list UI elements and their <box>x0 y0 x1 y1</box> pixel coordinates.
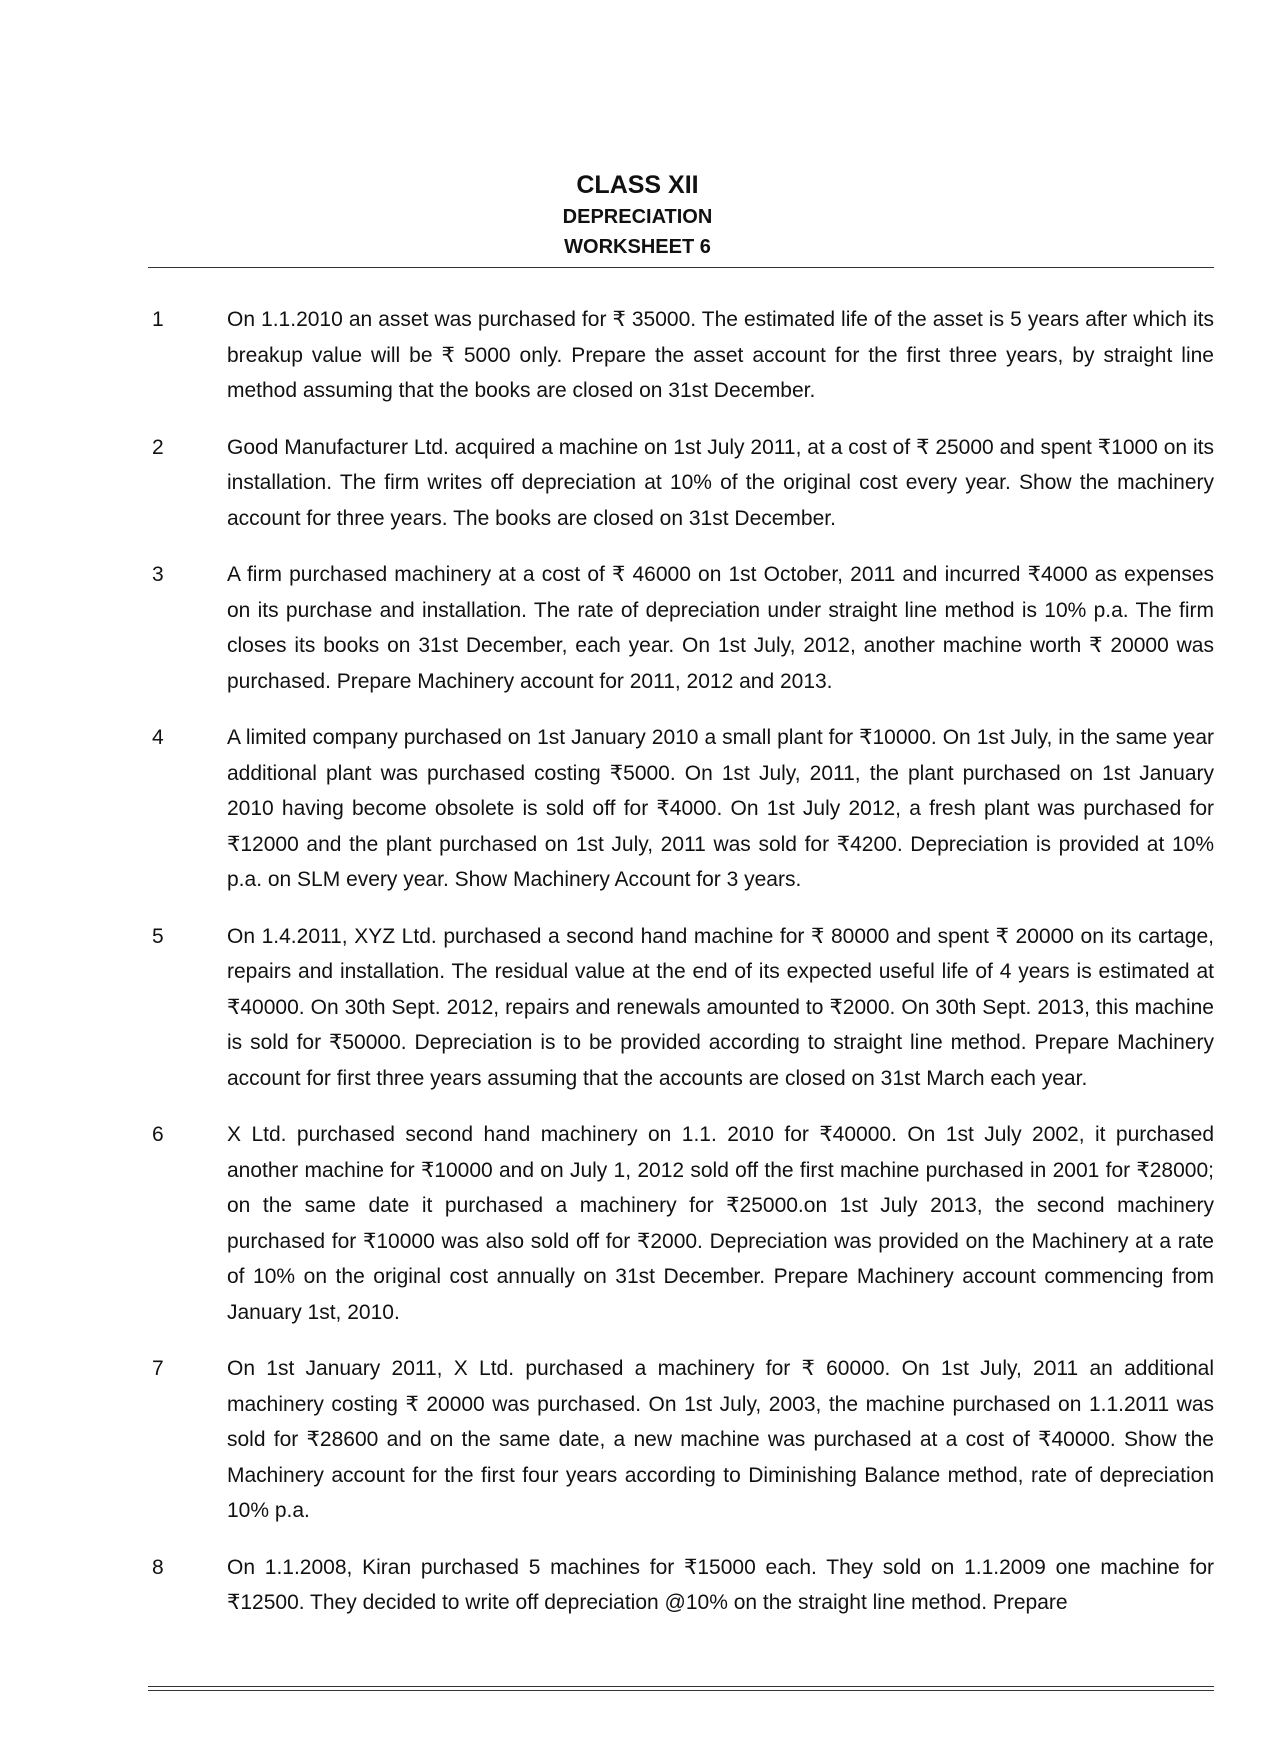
question-item <box>148 302 1214 409</box>
question-number: 5 <box>152 924 164 948</box>
question-item <box>148 430 1214 537</box>
question-text: On 1.4.2011, XYZ Ltd. purchased a second hand machine for ₹ 80000 and spent ₹ 20000 on its cartage, repairs and installation. The residual value at the end of its expected useful life of 4 years is estimated at ₹40000. On 30th Sept. 2012, repairs and renewals amounted to ₹2000. On 30th Sept. 2013, this machine is sold for ₹50000. Depreciation is to be provided according to straight line method. Prepare Machinery account for first three years assuming that the accounts are closed on 31st March each year. <box>227 924 1214 1090</box>
subject-heading: DEPRECIATION <box>562 206 713 228</box>
question-item <box>148 557 1214 699</box>
question-list <box>148 302 1214 1642</box>
question-text: On 1.1.2010 an asset was purchased for ₹ 35000. The estimated life of the asset is 5 years after which its breakup value will be ₹ 5000 only. Prepare the asset account for the first three years, by straight line method assuming that the books are closed on 31st December. <box>227 308 1214 402</box>
question-item <box>148 1550 1214 1621</box>
question-text: On 1.1.2008, Kiran purchased 5 machines for ₹15000 each. They sold on 1.1.2009 one machine for ₹12500. They decided to write off depreciation @10% on the straight line method. Prepare <box>227 1555 1214 1614</box>
question-item <box>148 1351 1214 1529</box>
question-item <box>148 1117 1214 1330</box>
question-number: 4 <box>152 726 164 749</box>
question-text: A limited company purchased on 1st January 2010 a small plant for ₹10000. On 1st July, in the same year additional plant was purchased costing ₹5000. On 1st July, 2011, the plant purchased on 1st January 2010 having become obsolete is sold off for ₹4000. On 1st July 2012, a fresh plant was purchased for ₹12000 and the plant purchased on 1st July, 2011 was sold for ₹4200. Depreciation is provided at 10% p.a. on SLM every year. Show Machinery Account for 3 years. <box>227 726 1214 891</box>
header-divider <box>148 267 1214 268</box>
question-number: 8 <box>152 1555 164 1579</box>
question-text: X Ltd. purchased second hand machinery on 1.1. 2010 for ₹40000. On 1st July 2002, it purchased another machine for ₹10000 and on July 1, 2012 sold off the first machine purchased in 2001 for ₹28000; on the same date it purchased a machinery for ₹25000.on 1st July 2013, the second machinery purchased for ₹10000 was also sold off for ₹2000. Depreciation was provided on the Machinery at a rate of 10% on the original cost annually on 31st December. Prepare Machinery account commencing from January 1st, 2010. <box>227 1123 1214 1324</box>
question-item <box>148 720 1214 898</box>
question-text: Good Manufacturer Ltd. acquired a machine on 1st July 2011, at a cost of ₹ 25000 and spent ₹1000 on its installation. The firm writes off depreciation at 10% of the original cost every year. Show the machinery account for three years. The books are closed on 31st December. <box>227 435 1214 530</box>
question-number: 6 <box>152 1123 164 1146</box>
question-item <box>148 919 1214 1097</box>
worksheet-heading: WORKSHEET 6 <box>564 236 711 258</box>
question-number: 2 <box>152 435 164 459</box>
page-title: CLASS XII <box>576 171 699 199</box>
footer-divider <box>148 1686 1214 1691</box>
question-text: On 1st January 2011, X Ltd. purchased a machinery for ₹ 60000. On 1st July, 2011 an additional machinery costing ₹ 20000 was purchased. On 1st July, 2003, the machine purchased on 1.1.2011 was sold for ₹28600 and on the same date, a new machine was purchased at a cost of ₹40000. Show the Machinery account for the first four years according to Diminishing Balance method, rate of depreciation 10% p.a. <box>227 1357 1214 1522</box>
worksheet-header <box>0 168 1275 262</box>
question-number: 1 <box>152 308 164 331</box>
question-number: 3 <box>152 563 164 586</box>
question-text: A firm purchased machinery at a cost of ₹ 46000 on 1st October, 2011 and incurred ₹4000 as expenses on its purchase and installation. The rate of depreciation under straight line method is 10% p.a. The firm closes its books on 31st December, each year. On 1st July, 2012, another machine worth ₹ 20000 was purchased. Prepare Machinery account for 2011, 2012 and 2013. <box>227 563 1214 693</box>
question-number: 7 <box>152 1357 164 1380</box>
